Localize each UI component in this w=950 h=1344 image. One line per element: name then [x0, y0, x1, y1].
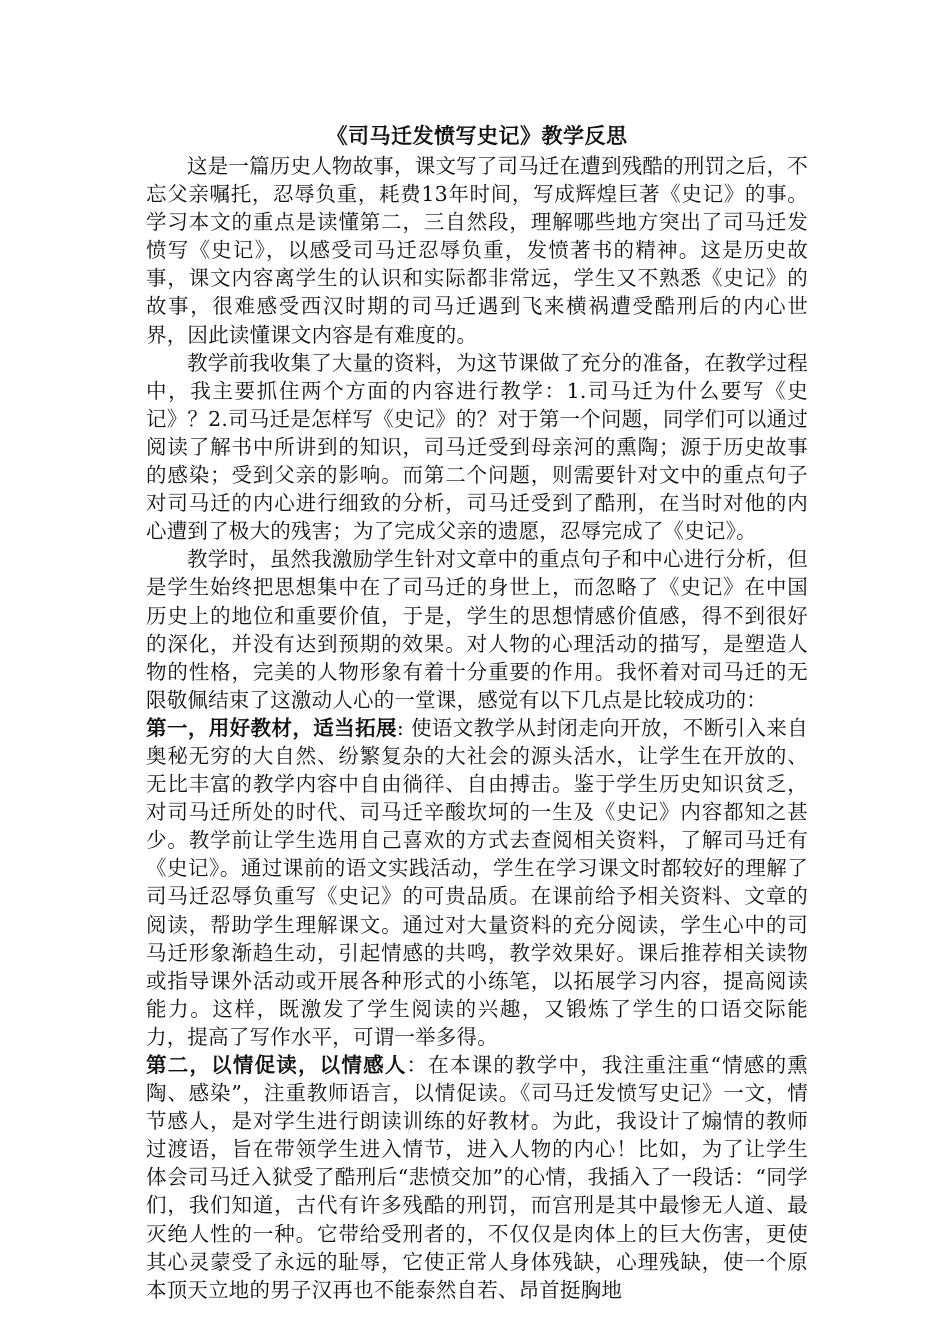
document-page	[146, 122, 808, 1304]
paragraph-intro	[146, 152, 808, 349]
paragraph-text: 这是一篇历史人物故事，课文写了司马迁在遭到残酷的刑罚之后，不忘父亲嘱托，忍辱负重，耗费13年时间，写成辉煌巨著《史记》的事。学习本文的重点是读懂第二，三自然段，理解哪些地方突出了司马迁发愤写《史记》，以感受司马迁忍辱负重，发愤著书的精神。这是历史故事，课文内容离学生的认识和实际都非常远，学生又不熟悉《史记》的故事，很难感受西汉时期的司马迁遇到飞来横祸遭受酷刑后的内心世界，因此读懂课文内容是有难度的。	[146, 154, 808, 347]
paragraph-preparation	[146, 349, 808, 546]
document-title: 《司马迁发愤写史记》教学反思	[326, 123, 628, 148]
paragraph-lead: 第一，用好教材，适当拓展	[146, 715, 397, 740]
paragraph-text: 教学时，虽然我激励学生针对文章中的重点句子和中心进行分析，但是学生始终把思想集中在了司马迁的身世上，而忽略了《史记》在中国历史上的地位和重要价值，于是，学生的思想情感价值感，得不到很好的深化，并没有达到预期的效果。对人物的心理活动的描写，是塑造人物的性格，完美的人物形象有着十分重要的作用。我怀着对司马迁的无限敬佩结束了这激动人心的一堂课，感觉有以下几点是比较成功的：	[146, 547, 808, 712]
paragraph-text: : 使语文教学从封闭走向开放，不断引入来自奥秘无穷的大自然、纷繁复杂的大社会的源头活水，让学生在开放的、无比丰富的教学内容中自由徜徉、自由搏击。鉴于学生历史知识贫乏，对司马迁所处的时代、司马迁辛酸坎坷的一生及《史记》内容都知之甚少。教学前让学生选用自己喜欢的方式去查阅相关资料，了解司马迁有《史记》。通过课前的语文实践活动，学生在学习课文时都较好的理解了司马迁忍辱负重写《史记》的可贵品质。在课前给予相关资料、文章的阅读，帮助学生理解课文。通过对大量资料的充分阅读，学生心中的司马迁形象渐趋生动，引起情感的共鸣，教学效果好。课后推荐相关读物或指导课外活动或开展各种形式的小练笔，以拓展学习内容，提高阅读能力。这样，既激发了学生阅读的兴趣，又锻炼了学生的口语交际能力，提高了写作水平，可谓一举多得。	[146, 715, 808, 1049]
paragraph-text: 教学前我收集了大量的资料，为这节课做了充分的准备，在教学过程中，我主要抓住两个方面的内容进行教学：1.司马迁为什么要写《史记》？2.司马迁是怎样写《史记》的？对于第一个问题，同学们可以通过阅读了解书中所讲到的知识，司马迁受到母亲河的熏陶；源于历史故事的感染；受到父亲的影响。而第二个问题，则需要针对文中的重点句子对司马迁的内心进行细致的分析，司马迁受到了酷刑，在当时对他的内心遭到了极大的残害；为了完成父亲的遗愿，忍辱完成了《史记》。	[146, 350, 808, 544]
paragraph-text: ：在本课的教学中，我注重注重“情感的熏陶、感染”，注重教师语言，以情促读。《司马迁发愤写史记》一文，情节感人，是对学生进行朗读训练的好教材。为此，我设计了煽情的教师过渡语，旨在带领学生进入情节，进入人物的内心！比如，为了让学生体会司马迁入狱受了酷刑后“悲愤交加”的心情，我插入了一段话：“同学们，我们知道，古代有许多残酷的刑罚，而宫刑是其中最惨无人道、最灭绝人性的一种。它带给受刑者的，不仅仅是肉体上的巨大伤害，更使其心灵蒙受了永远的耻辱，它使正常人身体残缺，心理残缺，使一个原本顶天立地的男子汉再也不能泰然自若、昂首挺胸地	[146, 1053, 808, 1302]
paragraph-point-two	[146, 1051, 808, 1304]
paragraph-reflection	[146, 545, 808, 714]
paragraph-lead: 第二，以情促读，以情感人	[146, 1053, 407, 1077]
paragraph-point-one	[146, 714, 808, 1051]
